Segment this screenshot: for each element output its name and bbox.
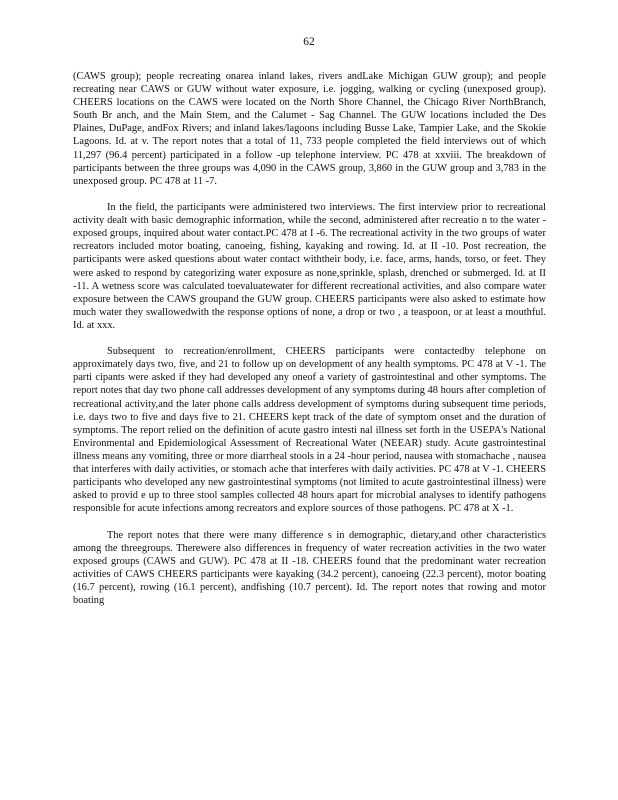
page-number: 62: [303, 36, 315, 48]
paragraph-2: In the field, the participants were administered two interviews. The first interview prior to recreational activity dealt with basic demographic information, while the second, administered after recreatio n to the water -exposed groups, inquired about water contact.PC 478 at I -6. The recreational activity in the two groups of water recreators included motor boating, canoeing, fishing, kayaking and rowing. Id. at II -10. Post recreation, the participants were asked questions about water contact withtheir body, i.e. face, arms, hands, torso, or feet. They were asked to respond by categorizing water exposure as none,sprinkle, splash, drenched or submerged. Id. at II -11. A wetness score was calculated toevaluatewater for different recreational activities, and also compare water exposure between the CAWS groupand the GUW group. CHEERS participants were also asked to estimate how much water they swallowedwith the response options of none, a drop or two , a teaspoon, or at least a mouthful. Id. at xxx.: [73, 202, 546, 331]
paragraph-1: (CAWS group); people recreating onarea inland lakes, rivers andLake Michigan GUW group); and people recreating near CAWS or GUW without water exposure, i.e. jogging, walking or cycling (unexposed group). CHEERS locations on the CAWS were located on the North Shore Channel, the Chicago River NorthBranch, South Br anch, and the Main Stem, and the Calumet - Sag Channel. The GUW locations included the Des Plaines, DuPage, andFox Rivers; and inland lakes/lagoons including Busse Lake, Tampier Lake, and the Skokie Lagoons. Id. at v. The report notes that a total of 11, 733 people completed the field interviews out of which 11,297 (96.4 percent) participated in a follow -up telephone interview. PC 478 at xxviii. The breakdown of participants between the three groups was 4,090 in the CAWS group, 3,860 in the GUW group and 3,783 in the unexposed group. PC 478 at 11 -7.: [73, 71, 546, 187]
body-text: [73, 70, 546, 607]
paragraph-3: Subsequent to recreation/enrollment, CHEERS participants were contactedby telephone on approximately days two, five, and 21 to follow up on development of any health symptoms. PC 478 at V -1. The parti cipants were asked if they had developed any oneof a variety of gastrointestinal and other symptoms. The report notes that day two phone call addresses development of any symptoms during 48 hours after completion of recreational activity,and the later phone calls address development of symptoms during subsequent time periods, i.e. days two to five and days five to 21. CHEERS kept track of the date of symptom onset and the duration of symptoms. The report relied on the definition of acute gastro intesti nal illness set forth in the USEPA's National Environmental and Epidemiological Assessment of Recreational Water (NEEAR) study. Acute gastrointestinal illness means any vomiting, three or more diarrheal stools in a 24 -hour period, nausea with stomachache , nausea that interferes with daily activities, or stomach ache that interferes with daily activities. PC 478 at V -1. CHEERS participants who developed any new gastrointestinal symptoms (not limited to acute gastrointestinal illness) were asked to provid e up to three stool samples collected 48 hours apart for microbial analyses to identify pathogens responsible for acute infections among recreators and explore sources of those pathogens. PC 478 at X -1.: [73, 346, 546, 515]
paragraph-4: The report notes that there were many difference s in demographic, dietary,and other characteristics among the threegroups. Therewere also differences in frequency of water recreation activities in the two water exposed groups (CAWS and GUW). PC 478 at II -18. CHEERS found that the predominant water recreation activities of CAWS CHEERS participants were kayaking (34.2 percent), canoeing (22.3 percent), motor boating (16.7 percent), rowing (16.1 percent), andfishing (10.7 percent). Id. The report notes that rowing and motor boating: [73, 529, 546, 607]
